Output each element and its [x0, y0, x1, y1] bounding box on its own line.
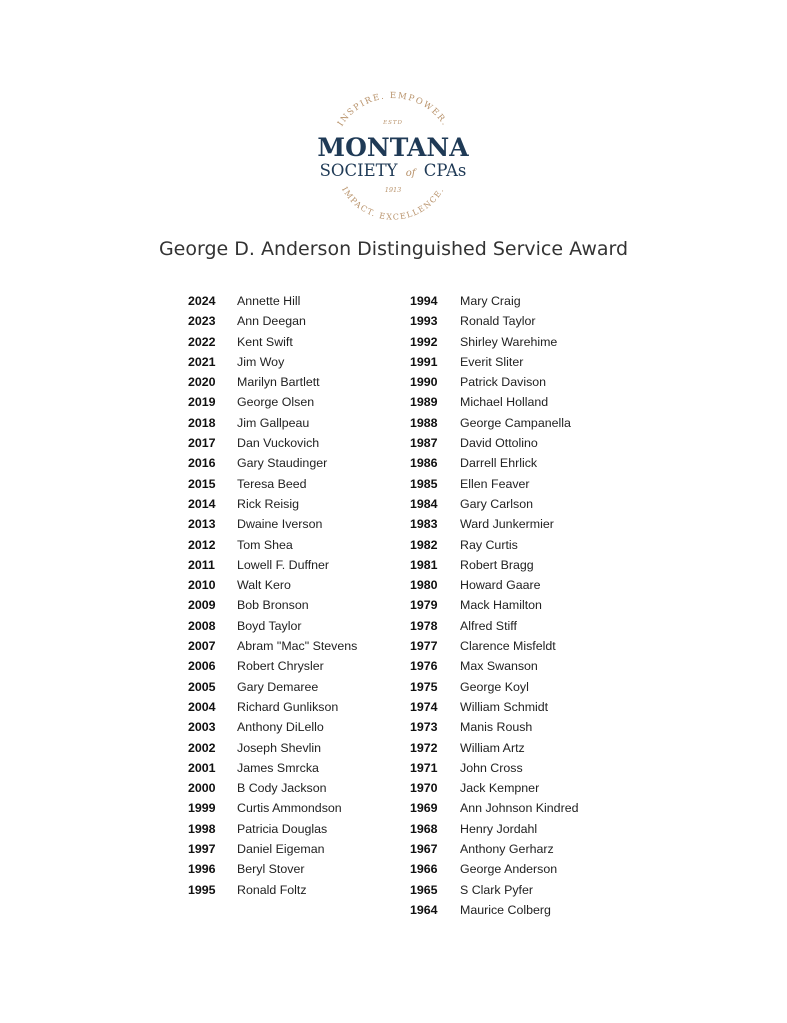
- award-year: 2014: [188, 496, 216, 511]
- recipient-name: Gary Carlson: [460, 496, 533, 511]
- award-year: 2004: [188, 699, 216, 714]
- award-year: 1985: [410, 476, 438, 491]
- award-row: [410, 494, 579, 514]
- award-row: [188, 677, 357, 697]
- recipient-name: Henry Jordahl: [460, 821, 538, 836]
- recipient-name: Everit Sliter: [460, 354, 524, 369]
- award-year: 1975: [410, 679, 438, 694]
- award-row: [188, 514, 357, 534]
- award-year: 2018: [188, 415, 216, 430]
- award-row: [410, 291, 579, 311]
- award-year: 1986: [410, 456, 438, 471]
- award-year: 1994: [410, 294, 438, 308]
- award-year: 1964: [410, 902, 438, 917]
- recipient-name: Robert Chrysler: [237, 659, 324, 674]
- award-year: 1991: [410, 354, 438, 369]
- recipient-name: George Anderson: [460, 862, 558, 877]
- award-row: [410, 413, 579, 433]
- award-row: [188, 880, 357, 900]
- award-row: [410, 616, 579, 636]
- award-row: [410, 758, 579, 778]
- award-year: 1973: [410, 720, 438, 735]
- logo-arc-top-text: INSPIRE. EMPOWER.: [335, 90, 451, 129]
- award-year: 1978: [410, 618, 438, 633]
- award-row: [188, 798, 357, 818]
- award-row: [410, 697, 579, 717]
- award-year: 1969: [410, 801, 438, 816]
- award-year: 2021: [188, 354, 216, 369]
- montana-society-cpas-logo: [300, 88, 486, 228]
- award-row: [410, 352, 579, 372]
- recipient-name: Curtis Ammondson: [237, 801, 342, 816]
- award-year: 1968: [410, 821, 438, 836]
- recipient-name: Maurice Colberg: [460, 902, 551, 917]
- award-year: 2010: [188, 578, 216, 593]
- award-year: 1989: [410, 395, 438, 410]
- recipient-name: George Campanella: [460, 415, 571, 430]
- logo-society-line: SOCIETY of CPAs: [319, 161, 467, 180]
- award-year: 1992: [410, 334, 438, 349]
- award-year: 1970: [410, 781, 438, 796]
- award-year: 1979: [410, 598, 438, 613]
- award-row: [410, 819, 579, 839]
- recipient-name: Beryl Stover: [237, 862, 305, 877]
- award-row: [410, 880, 579, 900]
- award-row: [188, 291, 357, 311]
- recipient-name: Bob Bronson: [237, 598, 309, 613]
- recipient-name: Boyd Taylor: [237, 618, 302, 633]
- award-year: 2020: [188, 375, 216, 390]
- award-row: [188, 535, 357, 555]
- logo-emblem: [300, 88, 486, 228]
- award-row: [410, 433, 579, 453]
- award-title: George D. Anderson Distinguished Service Award: [158, 238, 629, 260]
- award-row: [188, 738, 357, 758]
- recipient-name: Clarence Misfeldt: [460, 639, 556, 654]
- award-row: [188, 697, 357, 717]
- award-row: [188, 413, 357, 433]
- award-year: 2024: [188, 294, 216, 308]
- award-year: 2003: [188, 720, 216, 735]
- recipient-name: John Cross: [460, 760, 523, 775]
- award-row: [188, 332, 357, 352]
- award-year: 1974: [410, 699, 438, 714]
- recipient-name: Richard Gunlikson: [237, 699, 339, 714]
- recipient-name: David Ottolino: [460, 436, 538, 451]
- recipient-name: Abram "Mac" Stevens: [237, 639, 358, 654]
- award-row: [188, 453, 357, 473]
- recipient-name: Anthony Gerharz: [460, 842, 554, 857]
- award-row: [188, 778, 357, 798]
- award-row: [410, 514, 579, 534]
- award-row: [410, 656, 579, 676]
- award-row: [410, 900, 579, 920]
- award-year: 1995: [188, 882, 216, 897]
- recipient-name: Marilyn Bartlett: [237, 375, 320, 390]
- award-year: 1965: [410, 882, 438, 897]
- award-year: 1980: [410, 578, 438, 593]
- award-row: [410, 595, 579, 615]
- award-year: 1983: [410, 517, 438, 532]
- award-year: 1976: [410, 659, 438, 674]
- award-year: 2005: [188, 679, 216, 694]
- award-year: 2016: [188, 456, 216, 471]
- recipient-name: Gary Demaree: [237, 679, 319, 694]
- recipient-name: Mary Craig: [460, 294, 521, 308]
- recipient-name: Tom Shea: [237, 537, 293, 552]
- recipient-name: Ward Junkermier: [460, 517, 554, 532]
- logo-year-text: 1913: [384, 186, 402, 194]
- recipient-name: Ronald Taylor: [460, 314, 536, 329]
- award-row: [410, 677, 579, 697]
- award-row: [188, 758, 357, 778]
- recipient-name: Ann Johnson Kindred: [460, 801, 579, 816]
- recipient-name: Anthony DiLello: [237, 720, 324, 735]
- award-row: [410, 555, 579, 575]
- award-year: 1984: [410, 496, 438, 511]
- award-row: [188, 352, 357, 372]
- award-row: [188, 595, 357, 615]
- award-row: [188, 575, 357, 595]
- award-year: 1966: [410, 862, 438, 877]
- logo-montana-text: MONTANA: [317, 133, 469, 162]
- award-year: 1971: [410, 760, 438, 775]
- recipient-name: Dwaine Iverson: [237, 517, 323, 532]
- award-year: 2002: [188, 740, 216, 755]
- award-row: [410, 535, 579, 555]
- award-year: 1997: [188, 842, 216, 857]
- award-year: 1987: [410, 436, 438, 451]
- recipient-name: Gary Staudinger: [237, 456, 328, 471]
- award-row: [188, 474, 357, 494]
- recipient-name: Darrell Ehrlick: [460, 456, 538, 471]
- recipient-name: Ray Curtis: [460, 537, 518, 552]
- recipient-name: Jack Kempner: [460, 781, 540, 796]
- award-year: 2015: [188, 476, 216, 491]
- recipient-name: S Clark Pyfer: [460, 882, 533, 897]
- award-row: [188, 859, 357, 879]
- award-year: 2009: [188, 598, 216, 613]
- award-row: [410, 738, 579, 758]
- award-row: [188, 656, 357, 676]
- award-row: [410, 392, 579, 412]
- recipient-name: Jim Woy: [237, 354, 285, 369]
- award-row: [188, 372, 357, 392]
- award-year: 2017: [188, 436, 216, 451]
- recipient-name: Teresa Beed: [237, 476, 307, 491]
- recipient-name: George Olsen: [237, 395, 315, 410]
- award-row: [410, 636, 579, 656]
- award-year: 1981: [410, 557, 438, 572]
- recipient-name: Lowell F. Duffner: [237, 557, 330, 572]
- award-row: [188, 839, 357, 859]
- award-row: [188, 494, 357, 514]
- recipient-name: Michael Holland: [460, 395, 549, 410]
- recipient-name: Alfred Stiff: [460, 618, 517, 633]
- award-row: [410, 778, 579, 798]
- award-year: 2008: [188, 618, 216, 633]
- award-year: 2022: [188, 334, 216, 349]
- recipient-name: Dan Vuckovich: [237, 436, 320, 451]
- award-row: [188, 717, 357, 737]
- award-year: 1998: [188, 821, 216, 836]
- award-year: 2007: [188, 639, 216, 654]
- award-row: [188, 616, 357, 636]
- recipient-name: George Koyl: [460, 679, 529, 694]
- award-row: [410, 372, 579, 392]
- recipient-name: Ellen Feaver: [460, 476, 530, 491]
- recipient-name: B Cody Jackson: [237, 781, 327, 796]
- award-list-right-column: [410, 291, 579, 920]
- award-list-left-column: [188, 291, 357, 900]
- award-year: 1982: [410, 537, 438, 552]
- recipient-name: Jim Gallpeau: [237, 415, 310, 430]
- award-year: 1999: [188, 801, 216, 816]
- award-row: [410, 859, 579, 879]
- award-year: 2012: [188, 537, 216, 552]
- recipient-name: William Schmidt: [460, 699, 549, 714]
- logo-estd-text: ESTD: [383, 120, 403, 126]
- award-year: 2013: [188, 517, 216, 532]
- award-row: [410, 311, 579, 331]
- award-year: 1972: [410, 740, 438, 755]
- award-row: [188, 636, 357, 656]
- recipient-name: Walt Kero: [237, 578, 291, 593]
- award-row: [188, 819, 357, 839]
- recipient-name: Daniel Eigeman: [237, 842, 325, 857]
- award-year: 2019: [188, 395, 216, 410]
- recipient-name: Patrick Davison: [460, 375, 547, 390]
- recipient-name: Kent Swift: [237, 334, 293, 349]
- recipient-name: Ann Deegan: [237, 314, 306, 329]
- award-row: [410, 717, 579, 737]
- recipient-name: James Smrcka: [237, 760, 319, 775]
- award-row: [410, 839, 579, 859]
- award-row: [410, 453, 579, 473]
- recipient-name: Howard Gaare: [460, 578, 541, 593]
- recipient-name: Robert Bragg: [460, 557, 534, 572]
- award-year: 2006: [188, 659, 216, 674]
- award-row: [410, 798, 579, 818]
- award-year: 1988: [410, 415, 438, 430]
- award-year: 1990: [410, 375, 438, 390]
- award-row: [188, 433, 357, 453]
- award-year: 2000: [188, 781, 216, 796]
- award-year: 1993: [410, 314, 438, 329]
- recipient-name: Shirley Warehime: [460, 334, 558, 349]
- award-row: [410, 332, 579, 352]
- award-year: 2001: [188, 760, 216, 775]
- recipient-name: Annette Hill: [237, 294, 301, 308]
- recipient-name: William Artz: [460, 740, 525, 755]
- recipient-name: Ronald Foltz: [237, 882, 307, 897]
- award-row: [188, 311, 357, 331]
- award-row: [188, 555, 357, 575]
- recipient-name: Mack Hamilton: [460, 598, 542, 613]
- recipient-name: Patricia Douglas: [237, 821, 328, 836]
- award-year: 2011: [188, 557, 215, 572]
- recipient-name: Manis Roush: [460, 720, 533, 735]
- award-year: 2023: [188, 314, 216, 329]
- award-year: 1977: [410, 639, 438, 654]
- award-year: 1996: [188, 862, 216, 877]
- award-year: 1967: [410, 842, 438, 857]
- recipient-name: Max Swanson: [460, 659, 538, 674]
- recipient-name: Joseph Shevlin: [237, 740, 322, 755]
- logo-arc-bottom-text: IMPACT. EXCELLENCE.: [340, 185, 446, 222]
- recipient-name: Rick Reisig: [237, 496, 299, 511]
- award-row: [410, 575, 579, 595]
- award-row: [410, 474, 579, 494]
- award-row: [188, 392, 357, 412]
